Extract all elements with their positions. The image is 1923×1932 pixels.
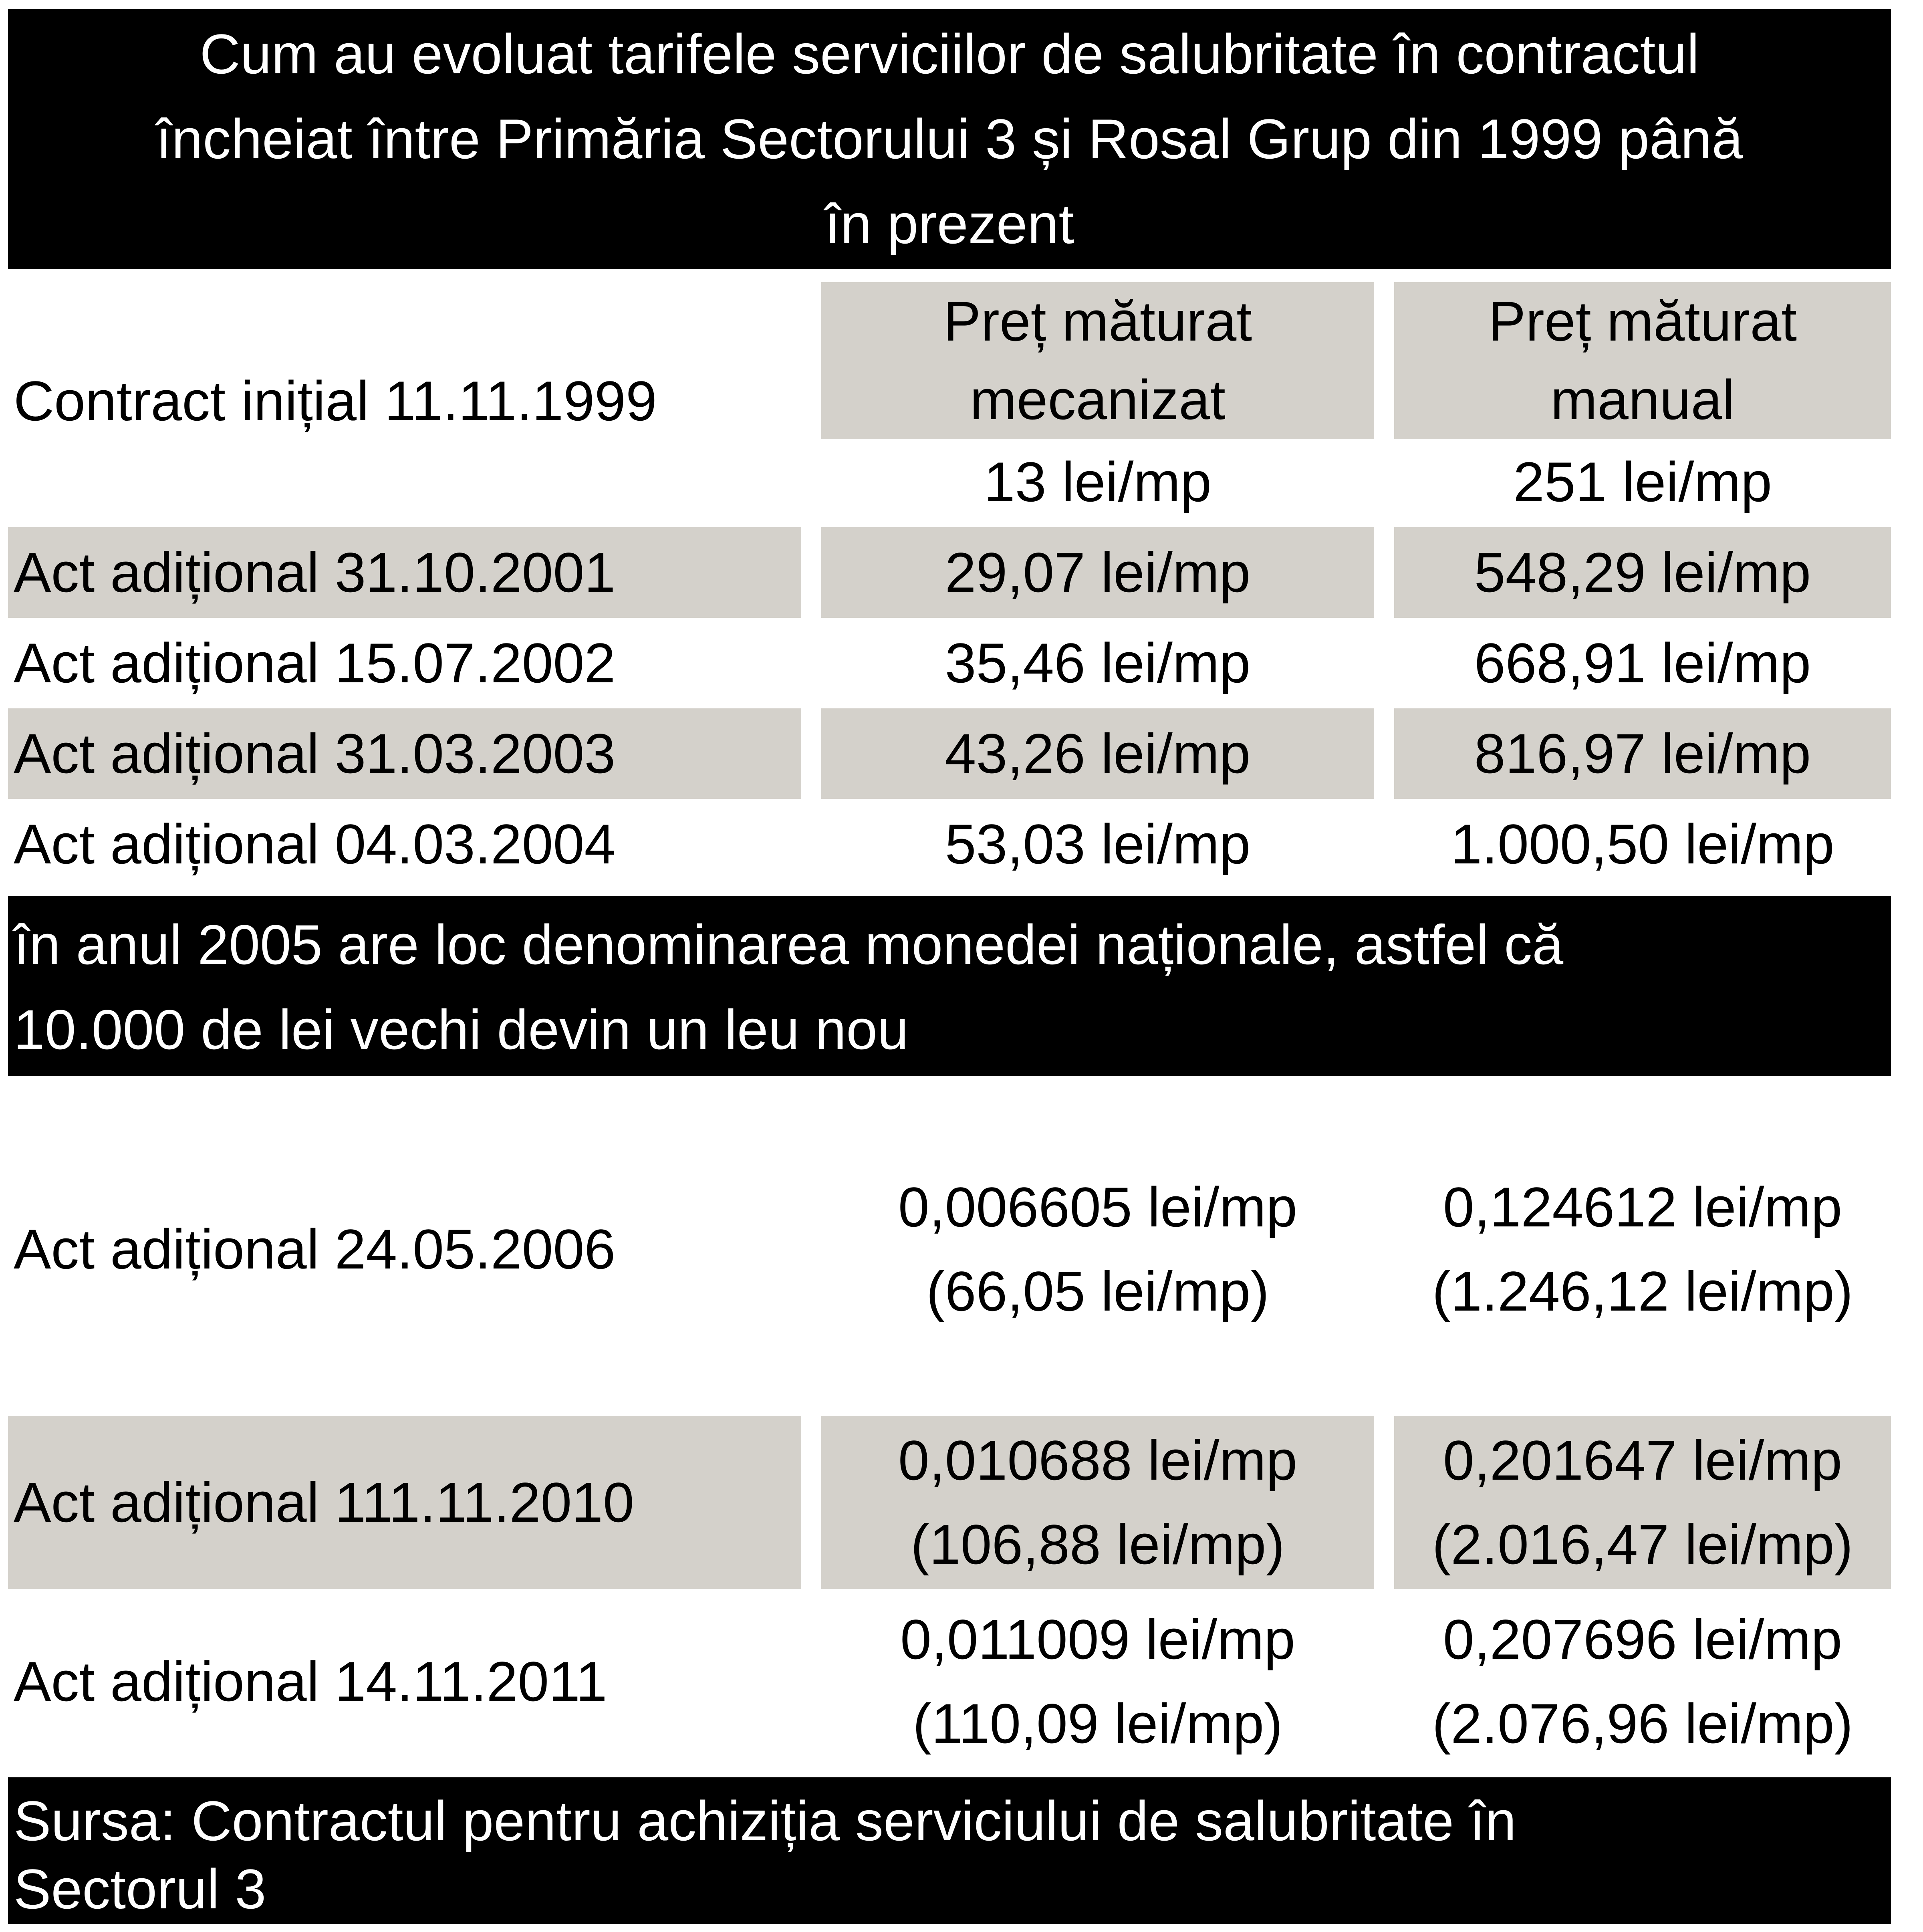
mechanized-price: 43,26 lei/mp	[821, 708, 1374, 799]
row-label: Act adițional 15.07.2002	[14, 631, 616, 694]
new-currency-price: 0,011009 lei/mp	[900, 1608, 1295, 1671]
mechanized-price: 53,03 lei/mp	[945, 813, 1251, 875]
mechanized-price	[821, 1416, 1374, 1589]
row-label	[8, 437, 801, 527]
new-currency-price: 0,006605 lei/mp	[898, 1176, 1298, 1238]
old-currency-price: (106,88 lei/mp)	[911, 1513, 1285, 1576]
row-label: Act adițional 04.03.2004	[14, 813, 616, 875]
row-label: Act adițional 31.10.2001	[8, 527, 801, 618]
manual-price: 816,97 lei/mp	[1394, 708, 1891, 799]
column-header-mechanized: Preț măturat mecanizat	[821, 282, 1374, 439]
row-label: Act adițional 24.05.2006	[14, 1218, 616, 1281]
title-banner	[8, 9, 1891, 269]
table-row-2001	[8, 527, 1891, 618]
manual-price	[1394, 1165, 1891, 1333]
new-currency-price: 0,124612 lei/mp	[1443, 1176, 1842, 1238]
table-row-2003	[8, 708, 1891, 799]
note-line-2: 10.000 de lei vechi devin un leu nou	[14, 998, 909, 1061]
column-header-manual: Preț măturat manual	[1394, 282, 1891, 439]
title-line-1: Cum au evoluat tarifele serviciilor de salubritate în contractul	[200, 22, 1699, 85]
table-row-2010	[8, 1416, 1891, 1589]
denomination-note-banner	[8, 896, 1891, 1076]
mechanized-price	[821, 1595, 1374, 1768]
old-currency-price: (110,09 lei/mp)	[913, 1692, 1283, 1755]
source-line-2: Sectorul 3	[14, 1857, 266, 1920]
new-currency-price: 0,201647 lei/mp	[1443, 1429, 1842, 1492]
mechanized-price: 29,07 lei/mp	[821, 527, 1374, 618]
old-currency-price: (1.246,12 lei/mp)	[1432, 1260, 1853, 1323]
table-header-row	[8, 282, 1891, 437]
tariff-evolution-infographic	[0, 9, 1923, 1932]
old-currency-price: (2.076,96 lei/mp)	[1432, 1692, 1853, 1755]
row-label: Act adițional 111.11.2010	[8, 1416, 801, 1589]
manual-price: 1.000,50 lei/mp	[1451, 813, 1834, 875]
new-currency-price: 0,207696 lei/mp	[1443, 1608, 1842, 1671]
old-currency-price: (66,05 lei/mp)	[926, 1260, 1269, 1323]
row-label: Act adițional 14.11.2011	[14, 1650, 607, 1713]
table-row-initial-prices	[8, 437, 1891, 527]
title-line-2: încheiat între Primăria Sectorului 3 și Rosal Grup din 1999 până	[156, 107, 1743, 170]
table-row-2004	[8, 799, 1891, 889]
note-line-1: în anul 2005 are loc denominarea monedei naționale, astfel că	[14, 913, 1564, 976]
table-row-2002	[8, 618, 1891, 708]
new-currency-price: 0,010688 lei/mp	[898, 1429, 1298, 1492]
manual-price: 668,91 lei/mp	[1474, 631, 1811, 694]
manual-price	[1394, 1595, 1891, 1768]
manual-price: 548,29 lei/mp	[1394, 527, 1891, 618]
manual-price	[1394, 1416, 1891, 1589]
source-line-1: Sursa: Contractul pentru achiziția serviciului de salubritate în	[14, 1789, 1516, 1852]
title-line-3: în prezent	[824, 192, 1074, 255]
contract-initial-label: Contract inițial 11.11.1999	[14, 369, 657, 432]
mechanized-price: 13 lei/mp	[984, 450, 1212, 513]
mechanized-price	[821, 1165, 1374, 1333]
source-banner	[8, 1777, 1891, 1924]
old-currency-price: (2.016,47 lei/mp)	[1432, 1513, 1853, 1576]
row-label: Act adițional 31.03.2003	[8, 708, 801, 799]
mechanized-price: 35,46 lei/mp	[945, 631, 1251, 694]
table-row-2006	[8, 1165, 1891, 1333]
manual-price: 251 lei/mp	[1513, 450, 1772, 513]
table-row-2011	[8, 1595, 1891, 1768]
